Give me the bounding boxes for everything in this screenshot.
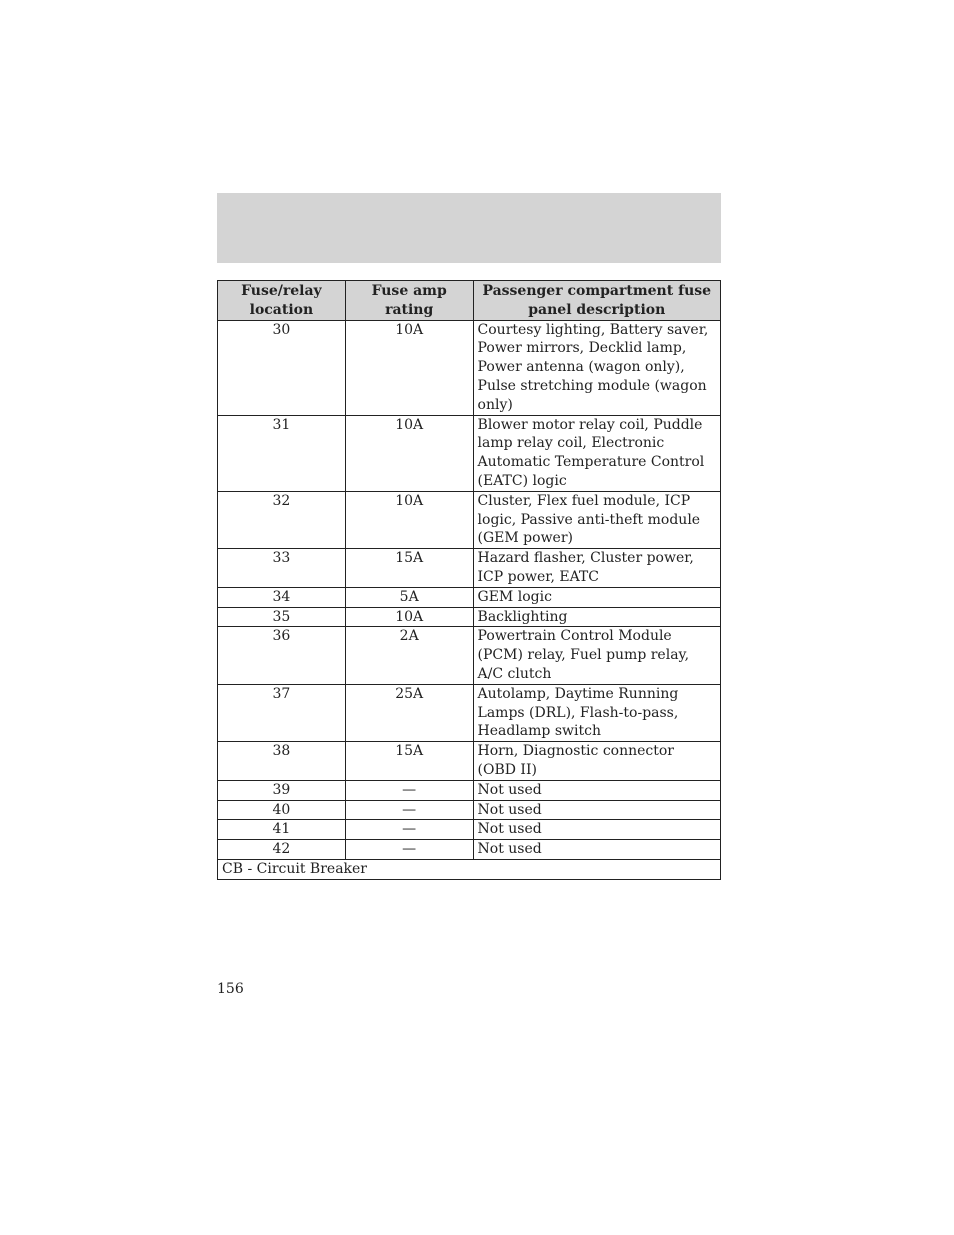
fuse-rating-cell: — [345, 800, 473, 820]
table-row [218, 607, 721, 627]
fuse-location-cell: 41 [218, 820, 346, 840]
fuse-rating-cell: 25A [345, 684, 473, 741]
fuse-location-cell: 38 [218, 742, 346, 781]
fuse-rating-cell: 15A [345, 549, 473, 588]
fuse-location-cell: 33 [218, 549, 346, 588]
fuse-table [217, 280, 721, 880]
fuse-description-cell: Not used [473, 840, 720, 860]
fuse-description-cell: Autolamp, Daytime Running Lamps (DRL), Flash-to-pass, Headlamp switch [473, 684, 720, 741]
fuse-description-cell: Backlighting [473, 607, 720, 627]
fuse-location-cell: 31 [218, 415, 346, 491]
fuse-location-cell: 36 [218, 627, 346, 684]
fuse-location-cell: 35 [218, 607, 346, 627]
fuse-rating-cell: 2A [345, 627, 473, 684]
section-header-band [217, 193, 721, 263]
fuse-description-cell: Horn, Diagnostic connector (OBD II) [473, 742, 720, 781]
fuse-description-cell: Powertrain Control Module (PCM) relay, Fuel pump relay, A/C clutch [473, 627, 720, 684]
column-header-rating: Fuse amp rating [345, 281, 473, 321]
fuse-rating-cell: 5A [345, 587, 473, 607]
fuse-rating-cell: — [345, 840, 473, 860]
table-row [218, 820, 721, 840]
fuse-rating-cell: 10A [345, 320, 473, 415]
fuse-location-cell: 42 [218, 840, 346, 860]
fuse-description-cell: Courtesy lighting, Battery saver, Power mirrors, Decklid lamp, Power antenna (wagon only), Pulse stretching module (wagon only) [473, 320, 720, 415]
fuse-location-cell: 32 [218, 491, 346, 548]
fuse-location-cell: 39 [218, 780, 346, 800]
table-row [218, 800, 721, 820]
table-row [218, 627, 721, 684]
table-row [218, 549, 721, 588]
fuse-description-cell: GEM logic [473, 587, 720, 607]
fuse-rating-cell: 10A [345, 607, 473, 627]
fuse-rating-cell: — [345, 780, 473, 800]
table-row [218, 320, 721, 415]
fuse-description-cell: Blower motor relay coil, Puddle lamp relay coil, Electronic Automatic Temperature Control (EATC) logic [473, 415, 720, 491]
footnote: CB - Circuit Breaker [218, 859, 721, 879]
fuse-rating-cell: 15A [345, 742, 473, 781]
fuse-location-cell: 40 [218, 800, 346, 820]
footnote-row [218, 859, 721, 879]
table-row [218, 840, 721, 860]
fuse-description-cell: Not used [473, 780, 720, 800]
fuse-rating-cell: 10A [345, 491, 473, 548]
table-row [218, 415, 721, 491]
table-row [218, 587, 721, 607]
fuse-description-cell: Hazard flasher, Cluster power, ICP power, EATC [473, 549, 720, 588]
fuse-rating-cell: — [345, 820, 473, 840]
table-row [218, 491, 721, 548]
fuse-description-cell: Not used [473, 820, 720, 840]
column-header-description: Passenger compartment fuse panel description [473, 281, 720, 321]
table-header-row [218, 281, 721, 321]
fuse-description-cell: Not used [473, 800, 720, 820]
fuse-description-cell: Cluster, Flex fuel module, ICP logic, Passive anti-theft module (GEM power) [473, 491, 720, 548]
table-row [218, 780, 721, 800]
table-row [218, 742, 721, 781]
table-row [218, 684, 721, 741]
column-header-location: Fuse/relay location [218, 281, 346, 321]
fuse-location-cell: 37 [218, 684, 346, 741]
page-number: 156 [217, 981, 244, 997]
fuse-location-cell: 30 [218, 320, 346, 415]
fuse-rating-cell: 10A [345, 415, 473, 491]
fuse-location-cell: 34 [218, 587, 346, 607]
